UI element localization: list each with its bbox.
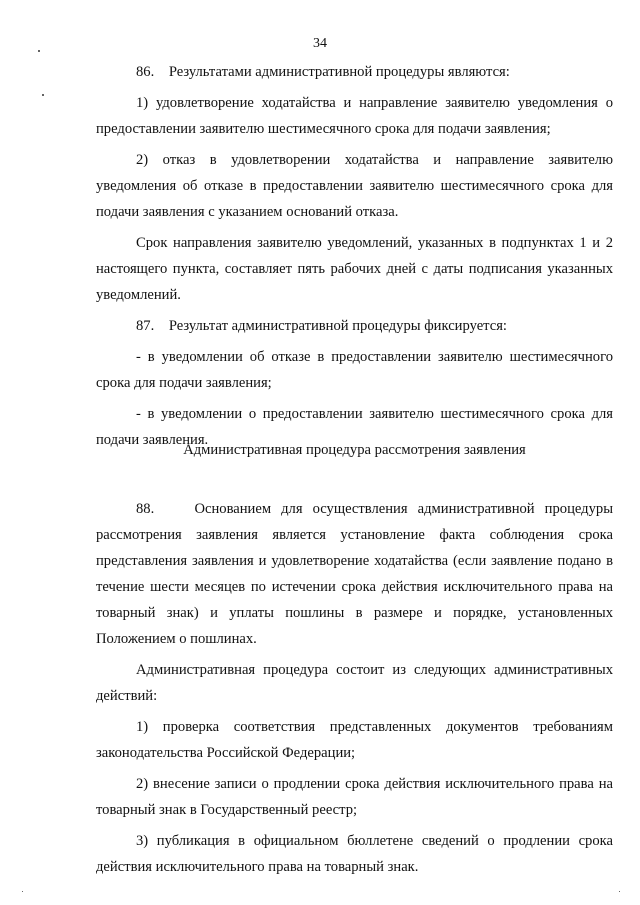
paragraph-86-item-1: 1) удовлетворение ходатайства и направление заявителю уведомления о предоставлении заявителю шестимесячного срока для подачи заявления;: [96, 95, 613, 137]
scan-speck: [22, 891, 23, 892]
paragraph-86-term: Срок направления заявителю уведомлений, указанных в подпунктах 1 и 2 настоящего пункта, составляет пять рабочих дней с даты подписания указанных уведомлений.: [96, 235, 613, 303]
paragraph-88-item-1: 1) проверка соответствия представленных документов требованиям законодательства Российской Федерации;: [96, 719, 613, 761]
section-application-review: [96, 437, 613, 880]
scan-speck: [42, 94, 44, 96]
section-results: [96, 59, 613, 453]
section-heading: Административная процедура рассмотрения заявления: [183, 442, 526, 458]
paragraph-88: 88. Основанием для осуществления административной процедуры рассмотрения заявления является установление факта соблюдения срока представления заявления и удовлетворение ходатайства (если заявление подано в течение шести месяцев по истечении срока действия исключительного права на товарный знак) и уплаты пошлины в размере и порядке, установленных Положением о пошлинах.: [96, 501, 613, 647]
paragraph-87-item-2: - в уведомлении о предоставлении заявителю шестимесячного срока для подачи заявления.: [96, 406, 613, 448]
paragraph-88-item-2: 2) внесение записи о продлении срока действия исключительного права на товарный знак в Государственный реестр;: [96, 776, 613, 818]
paragraph-86: 86. Результатами административной процедуры являются:: [136, 64, 510, 80]
scan-speck: [619, 891, 620, 892]
page-number: 34: [313, 36, 327, 51]
paragraph-87: 87. Результат административной процедуры фиксируется:: [136, 318, 507, 334]
paragraph-86-item-2: 2) отказ в удовлетворении ходатайства и направление заявителю уведомления об отказе в предоставлении заявителю шестимесячного срока для подачи заявления с указанием оснований отказа.: [96, 152, 613, 220]
paragraph-88-intro: Административная процедура состоит из следующих административных действий:: [96, 662, 613, 704]
paragraph-88-item-3: 3) публикация в официальном бюллетене сведений о продлении срока действия исключительного права на товарный знак.: [96, 833, 613, 875]
paragraph-87-item-1: - в уведомлении об отказе в предоставлении заявителю шестимесячного срока для подачи заявления;: [96, 349, 613, 391]
heading-spacer: [96, 463, 613, 496]
